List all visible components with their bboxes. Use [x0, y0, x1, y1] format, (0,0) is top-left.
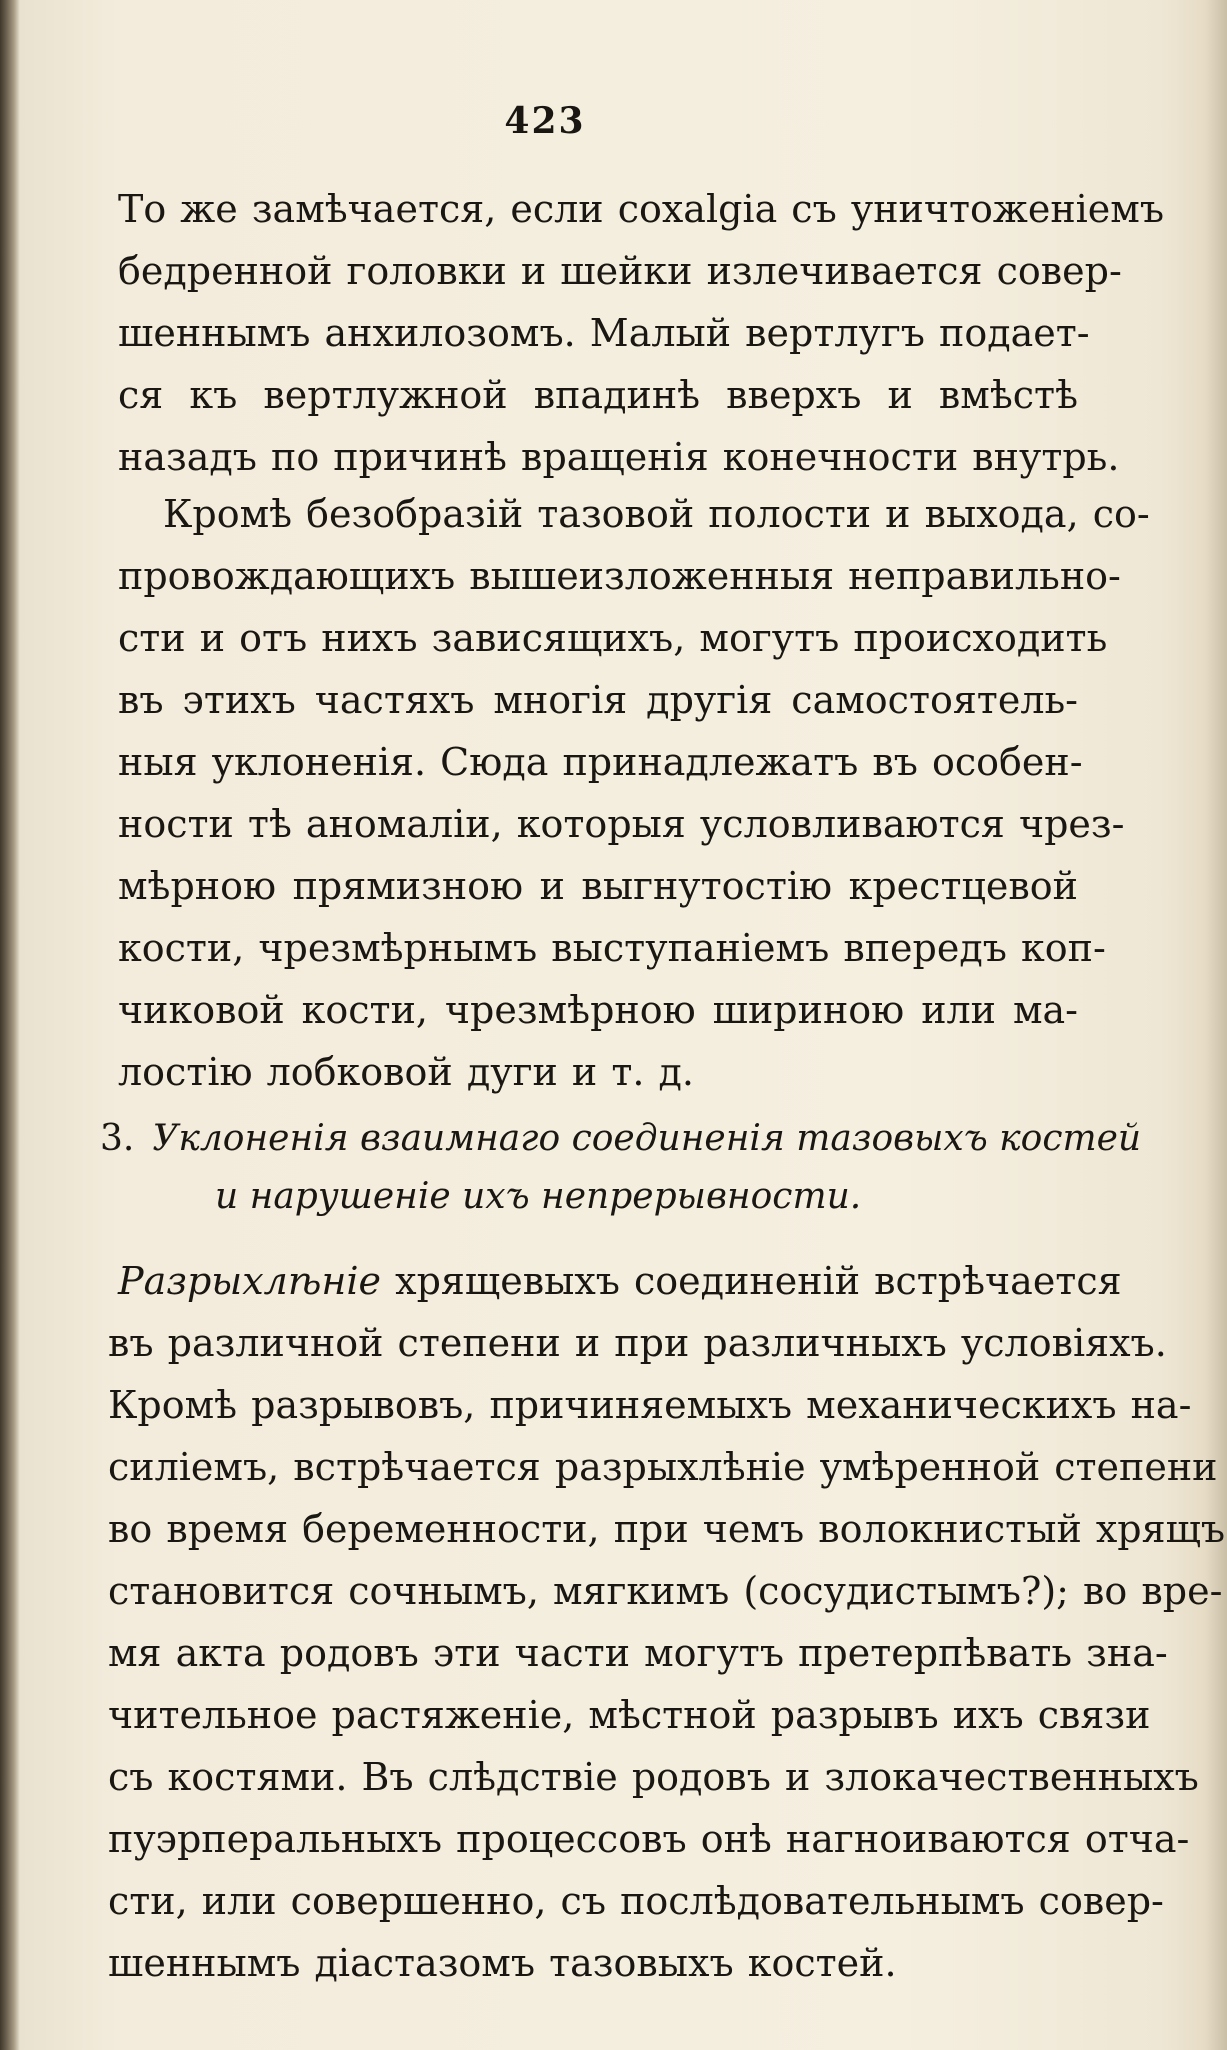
- text-line: лостію лобковой дуги и т. д.: [118, 1050, 694, 1094]
- paragraph-2: [118, 483, 1150, 1103]
- text-line: Кромѣ разрывовъ, причиняемыхъ механическихъ на-: [108, 1383, 1192, 1427]
- paragraph-3: [108, 1250, 1226, 1994]
- text-line: въ этихъ частяхъ многія другія самостоятель-: [118, 678, 1078, 722]
- text-line: шеннымъ діастазомъ тазовыхъ костей.: [108, 1941, 897, 1985]
- text-line: силіемъ, встрѣчается разрыхлѣніе умѣренной степени: [108, 1445, 1218, 1489]
- paragraph-1: [118, 178, 1165, 488]
- text-line: бедренной головки и шейки излечивается совер-: [118, 249, 1122, 293]
- text-line: въ различной степени и при различныхъ условіяхъ.: [108, 1321, 1167, 1365]
- page-number: 423: [504, 100, 586, 142]
- text-line: [108, 1250, 1122, 1312]
- text-line: во время беременности, при чемъ волокнистый хрящъ: [108, 1507, 1226, 1551]
- text-line: чительное растяженіе, мѣстной разрывъ ихъ связи: [108, 1693, 1151, 1737]
- text-line: Кромѣ безобразій тазовой полости и выхода, со-: [163, 492, 1150, 536]
- text-line: сти, или совершенно, съ послѣдовательнымъ совер-: [108, 1879, 1164, 1923]
- text-line: пуэрперальныхъ процессовъ онѣ нагноиваются отча-: [108, 1817, 1190, 1861]
- section-heading: [100, 1110, 1142, 1226]
- text-line: кости, чрезмѣрнымъ выступаніемъ впередъ коп-: [118, 926, 1106, 970]
- text-line: сти и отъ нихъ зависящихъ, могутъ происходить: [118, 616, 1108, 660]
- section-title-part-1: Уклоненія взаимнаго соединенія тазовыхъ костей: [152, 1118, 1142, 1159]
- text-line: мѣрною прямизною и выгнутостію крестцевой: [118, 864, 1078, 908]
- page-spine-shadow: [0, 0, 20, 2050]
- text-line: ся къ вертлужной впадинѣ вверхъ и вмѣстѣ: [118, 373, 1078, 417]
- section-number: 3.: [100, 1118, 135, 1159]
- text-line: провождающихъ вышеизложенныя неправильно-: [118, 554, 1121, 598]
- text-line: чиковой кости, чрезмѣрною шириною или ма-: [118, 988, 1078, 1032]
- section-title-part-2: и нарушеніе ихъ непрерывности.: [215, 1176, 862, 1217]
- section-heading-line-1: [100, 1110, 1142, 1168]
- text-line: шеннымъ анхилозомъ. Малый вертлугъ подает-: [118, 311, 1090, 355]
- text-line: становится сочнымъ, мягкимъ (сосудистымъ?); во вре-: [108, 1569, 1223, 1613]
- italic-term: Разрыхлѣніе: [118, 1259, 382, 1303]
- text-line: назадъ по причинѣ вращенія конечности внутрь.: [118, 435, 1120, 479]
- text-line: съ костями. Въ слѣдствіе родовъ и злокачественныхъ: [108, 1755, 1199, 1799]
- text-line: ныя уклоненія. Сюда принадлежатъ въ особен-: [118, 740, 1083, 784]
- text-line: мя акта родовъ эти части могутъ претерпѣвать зна-: [108, 1631, 1168, 1675]
- text-line: ности тѣ аномаліи, которыя условливаются чрез-: [118, 802, 1125, 846]
- text-fragment: хрящевыхъ соединеній встрѣчается: [395, 1259, 1122, 1303]
- text-line: То же замѣчается, если coxalgia съ уничтоженіемъ: [118, 187, 1165, 231]
